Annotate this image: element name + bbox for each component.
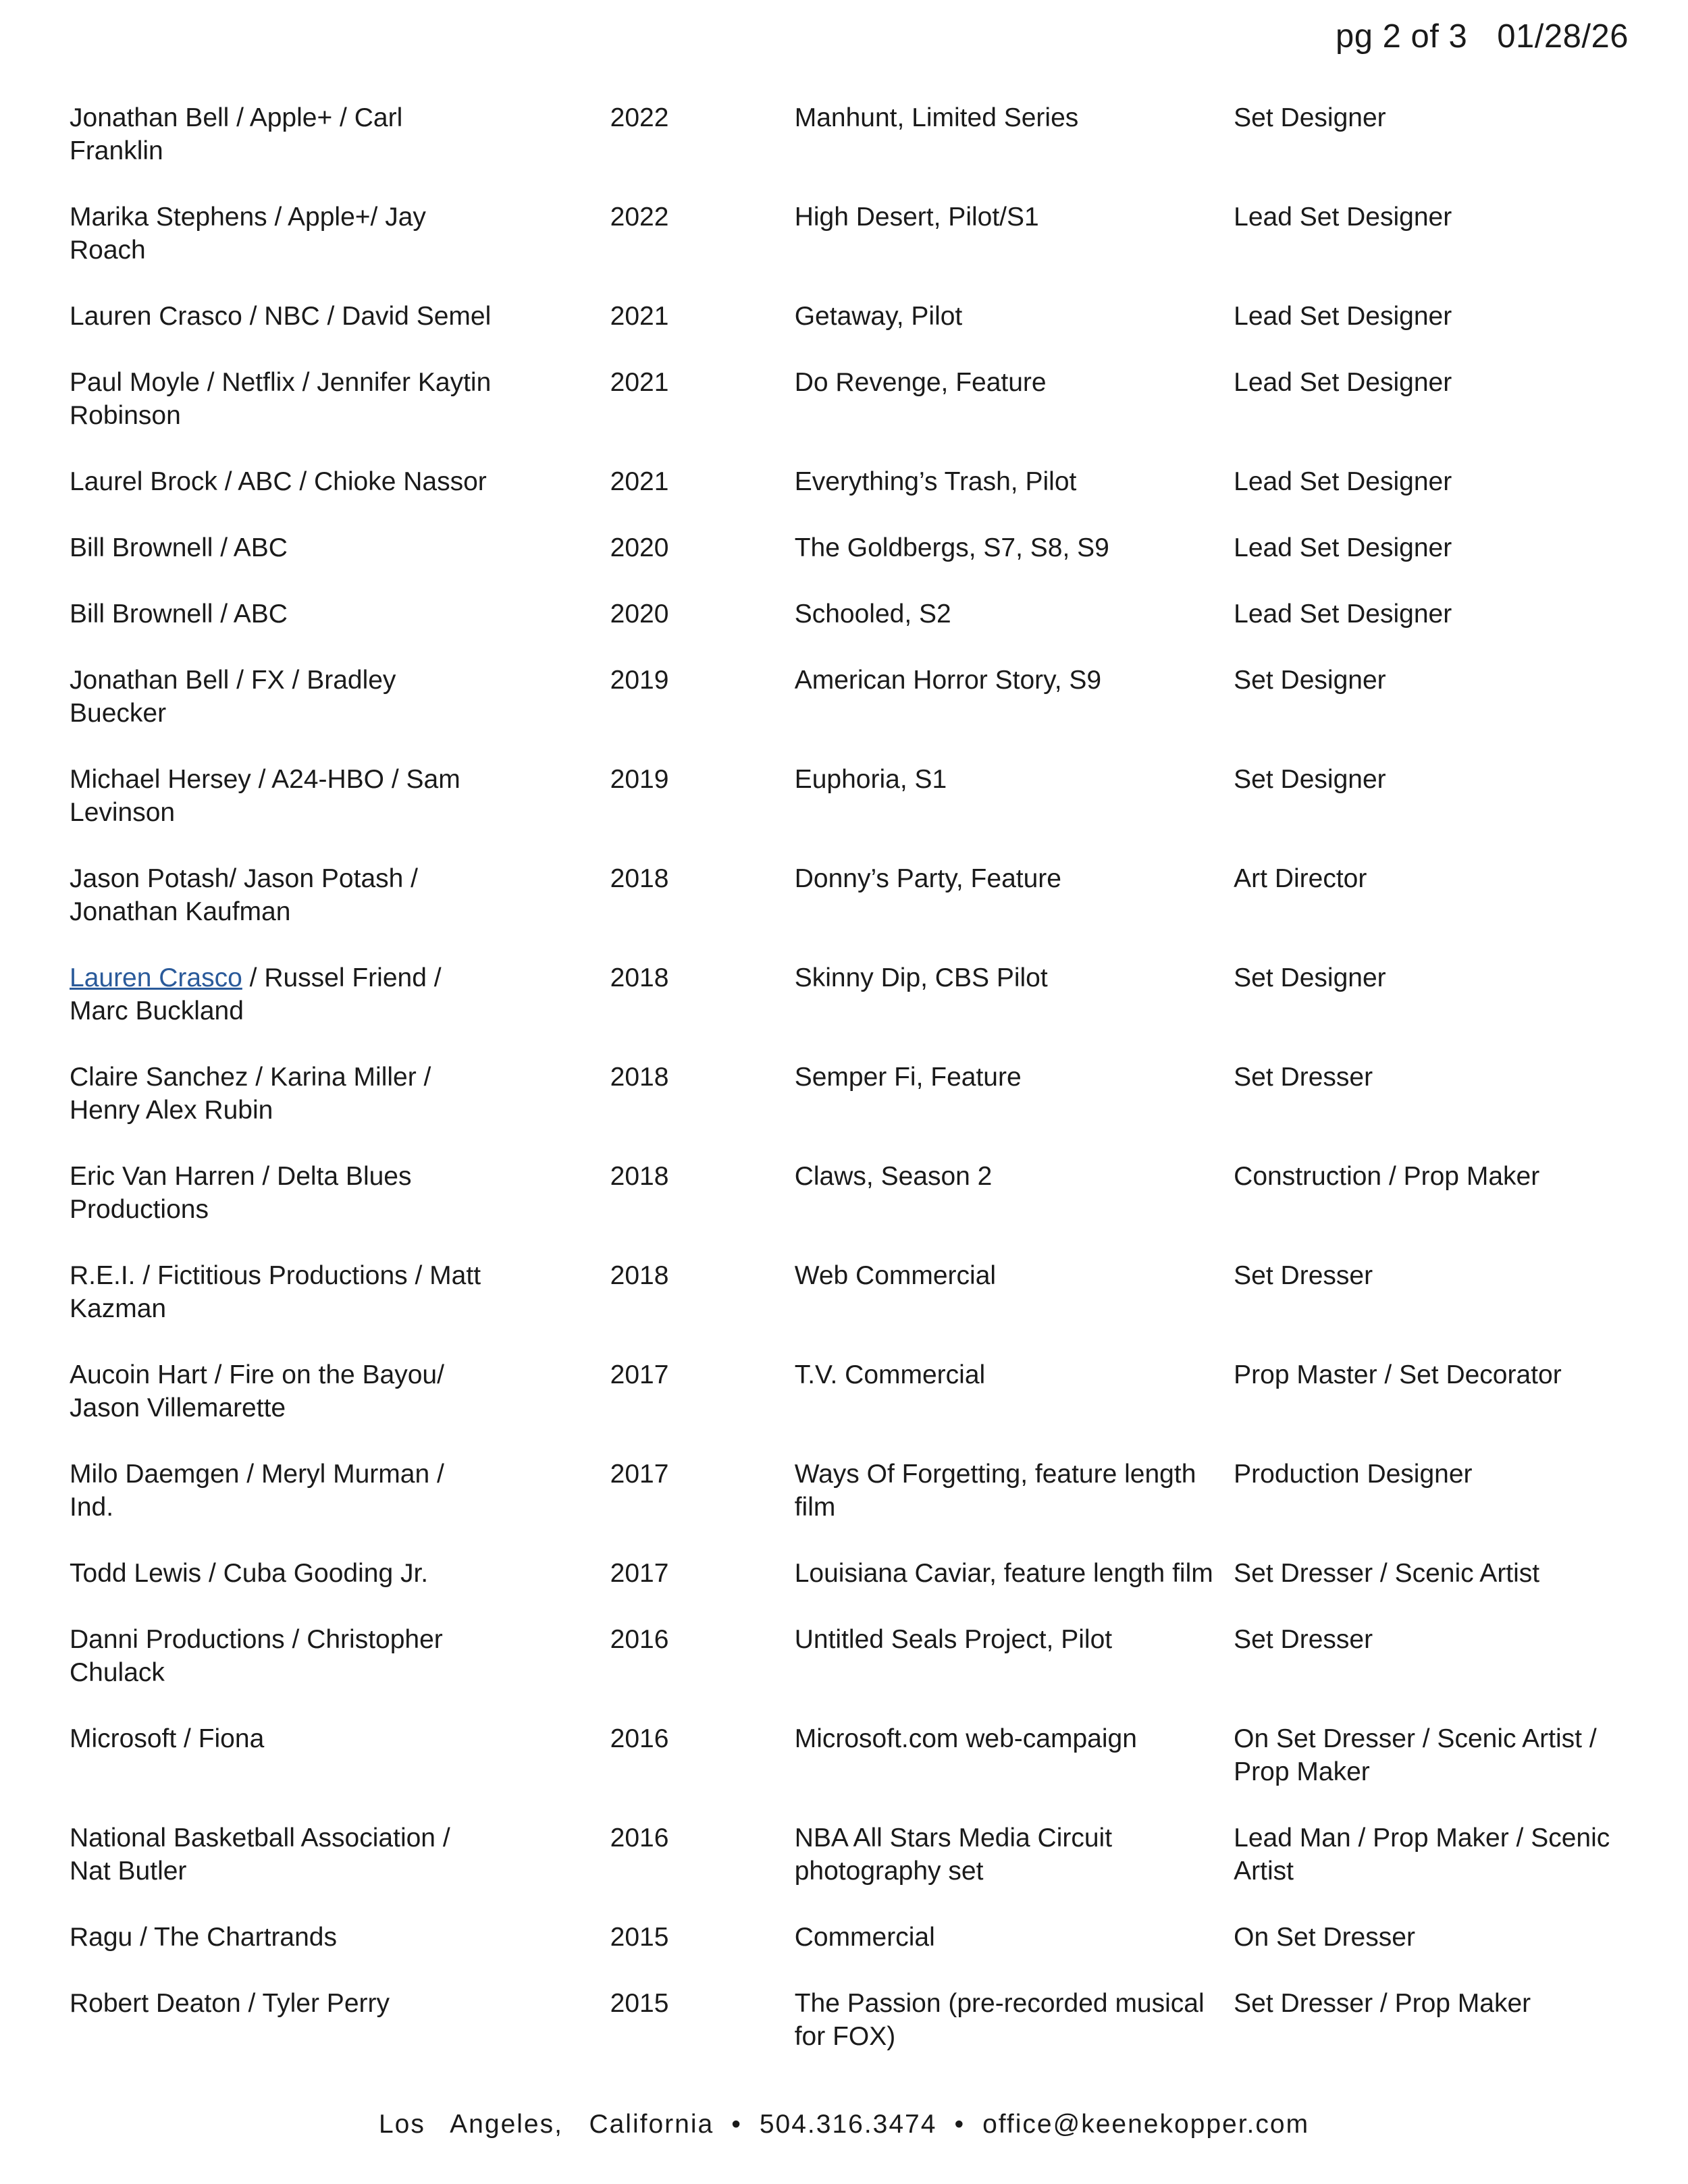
credit-row <box>70 862 1636 928</box>
credit-role: Lead Set Designer <box>1234 302 1452 331</box>
credit-year: 2021 <box>610 302 669 331</box>
credit-year: 2018 <box>610 1162 669 1191</box>
credit-row <box>70 1821 1636 1888</box>
footer-phone[interactable]: 504.316.3474 <box>759 2110 937 2139</box>
credit-role: On Set Dresser <box>1234 1923 1415 1952</box>
credit-client: Jonathan Bell / FX / Bradley Buecker <box>70 666 396 728</box>
credit-role: Production Designer <box>1234 1460 1473 1489</box>
credit-project: Louisiana Caviar, feature length film <box>794 1559 1213 1588</box>
bullet-separator: • <box>954 2110 966 2139</box>
credit-row <box>70 664 1636 730</box>
credit-year: 2018 <box>610 864 669 893</box>
credit-row <box>70 1358 1636 1424</box>
credit-row <box>70 961 1636 1028</box>
credit-row <box>70 1458 1636 1524</box>
credit-row <box>70 300 1636 333</box>
credit-client: Aucoin Hart / Fire on the Bayou/ Jason Villemarette <box>70 1360 444 1422</box>
credit-row <box>70 531 1636 564</box>
credit-client: Lauren Crasco / NBC / David Semel <box>70 302 492 331</box>
credit-role: Art Director <box>1234 864 1367 893</box>
credit-client: Milo Daemgen / Meryl Murman / Ind. <box>70 1460 444 1522</box>
credit-year: 2021 <box>610 368 669 397</box>
client-link-lauren-crasco[interactable]: Lauren Crasco <box>70 963 242 992</box>
credit-client: Danni Productions / Christopher Chulack <box>70 1625 443 1687</box>
credit-row <box>70 1987 1636 2053</box>
credit-role: Lead Set Designer <box>1234 600 1452 629</box>
credit-year: 2016 <box>610 1823 669 1853</box>
footer-location: Los Angeles, California <box>378 2110 714 2139</box>
credit-role: Set Dresser / Scenic Artist <box>1234 1559 1540 1588</box>
credit-year: 2018 <box>610 1063 669 1092</box>
credit-client: Bill Brownell / ABC <box>70 600 288 629</box>
credits-table <box>70 101 1636 2086</box>
credit-role: Lead Set Designer <box>1234 368 1452 397</box>
credit-project: Donny’s Party, Feature <box>794 864 1061 893</box>
credit-year: 2020 <box>610 533 669 562</box>
credit-year: 2019 <box>610 666 669 695</box>
credit-role: Set Designer <box>1234 963 1386 992</box>
credit-project: Do Revenge, Feature <box>794 368 1047 397</box>
credit-client: Jason Potash/ Jason Potash / Jonathan Kaufman <box>70 864 418 926</box>
contact-footer <box>0 2110 1688 2139</box>
credit-row <box>70 1623 1636 1689</box>
credit-row <box>70 1921 1636 1954</box>
credit-year: 2017 <box>610 1460 669 1489</box>
credit-row <box>70 1061 1636 1127</box>
credit-role: Set Dresser <box>1234 1063 1373 1092</box>
credit-year: 2018 <box>610 1261 669 1290</box>
credit-client: Jonathan Bell / Apple+ / Carl Franklin <box>70 103 403 165</box>
credit-project: Getaway, Pilot <box>794 302 963 331</box>
credit-year: 2017 <box>610 1559 669 1588</box>
credit-project: Commercial <box>794 1923 935 1952</box>
credit-role: Set Dresser / Prop Maker <box>1234 1989 1531 2018</box>
credit-project: Microsoft.com web-campaign <box>794 1724 1137 1753</box>
credit-row <box>70 465 1636 498</box>
credit-client <box>70 961 492 1028</box>
credit-year: 2022 <box>610 203 669 232</box>
credit-row <box>70 1722 1636 1788</box>
credit-client: Todd Lewis / Cuba Gooding Jr. <box>70 1559 429 1588</box>
credit-year: 2016 <box>610 1724 669 1753</box>
credit-project: Everything’s Trash, Pilot <box>794 467 1077 496</box>
credit-row <box>70 1259 1636 1325</box>
credit-client-rest: / Russel Friend / Marc Buckland <box>70 963 442 1026</box>
credit-client: Eric Van Harren / Delta Blues Productions <box>70 1162 412 1224</box>
credit-role: Set Dresser <box>1234 1625 1373 1654</box>
credit-project: Euphoria, S1 <box>794 765 947 794</box>
credit-role: Lead Set Designer <box>1234 203 1452 232</box>
credit-role: Lead Set Designer <box>1234 533 1452 562</box>
credit-row <box>70 101 1636 167</box>
credit-project: Untitled Seals Project, Pilot <box>794 1625 1113 1654</box>
credit-row <box>70 366 1636 432</box>
credit-project: American Horror Story, S9 <box>794 666 1102 695</box>
credit-client: Marika Stephens / Apple+/ Jay Roach <box>70 203 426 265</box>
page-header <box>1336 18 1629 55</box>
credit-role: Set Designer <box>1234 765 1386 794</box>
credit-project: High Desert, Pilot/S1 <box>794 203 1039 232</box>
credit-project: The Goldbergs, S7, S8, S9 <box>794 533 1109 562</box>
credit-row <box>70 201 1636 267</box>
credit-role: Prop Master / Set Decorator <box>1234 1360 1562 1389</box>
credit-row <box>70 597 1636 631</box>
credit-role: Lead Man / Prop Maker / Scenic Artist <box>1234 1823 1610 1886</box>
credit-year: 2020 <box>610 600 669 629</box>
credit-project: The Passion (pre-recorded musical for FOX) <box>794 1989 1205 2051</box>
footer-email[interactable]: office@keenekopper.com <box>982 2110 1310 2139</box>
credit-year: 2019 <box>610 765 669 794</box>
credit-role: Set Dresser <box>1234 1261 1373 1290</box>
credit-client: National Basketball Association / Nat Butler <box>70 1823 450 1886</box>
credit-role: Construction / Prop Maker <box>1234 1162 1540 1191</box>
credit-project: Claws, Season 2 <box>794 1162 993 1191</box>
credit-project: Manhunt, Limited Series <box>794 103 1079 132</box>
bullet-separator: • <box>731 2110 742 2139</box>
credit-role: Set Designer <box>1234 666 1386 695</box>
credit-client: Michael Hersey / A24-HBO / Sam Levinson <box>70 765 460 827</box>
credit-client: Bill Brownell / ABC <box>70 533 288 562</box>
credit-role: Lead Set Designer <box>1234 467 1452 496</box>
credit-year: 2022 <box>610 103 669 132</box>
credit-year: 2018 <box>610 963 669 992</box>
credit-row <box>70 1557 1636 1590</box>
credit-project: Ways Of Forgetting, feature length film <box>794 1460 1196 1522</box>
credit-client: Ragu / The Chartrands <box>70 1923 337 1952</box>
credit-project: NBA All Stars Media Circuit photography set <box>794 1823 1113 1886</box>
page-date: 01/28/26 <box>1497 18 1629 55</box>
credit-client: Laurel Brock / ABC / Chioke Nassor <box>70 467 487 496</box>
credit-year: 2021 <box>610 467 669 496</box>
credit-client: Claire Sanchez / Karina Miller / Henry Alex Rubin <box>70 1063 431 1125</box>
credit-project: Web Commercial <box>794 1261 997 1290</box>
credit-project: Semper Fi, Feature <box>794 1063 1022 1092</box>
credit-project: Skinny Dip, CBS Pilot <box>794 963 1048 992</box>
credit-year: 2015 <box>610 1989 669 2018</box>
credit-project: T.V. Commercial <box>794 1360 986 1389</box>
credit-client: Microsoft / Fiona <box>70 1724 265 1753</box>
credit-row <box>70 1160 1636 1226</box>
credit-role: Set Designer <box>1234 103 1386 132</box>
credit-client: Paul Moyle / Netflix / Jennifer Kaytin Robinson <box>70 368 492 430</box>
credit-year: 2016 <box>610 1625 669 1654</box>
page-number: pg 2 of 3 <box>1336 18 1468 55</box>
credit-client: Robert Deaton / Tyler Perry <box>70 1989 390 2018</box>
credit-role: On Set Dresser / Scenic Artist / Prop Maker <box>1234 1724 1597 1786</box>
credit-project: Schooled, S2 <box>794 600 951 629</box>
credit-row <box>70 763 1636 829</box>
credit-client: R.E.I. / Fictitious Productions / Matt Kazman <box>70 1261 481 1323</box>
credit-year: 2015 <box>610 1923 669 1952</box>
credit-year: 2017 <box>610 1360 669 1389</box>
